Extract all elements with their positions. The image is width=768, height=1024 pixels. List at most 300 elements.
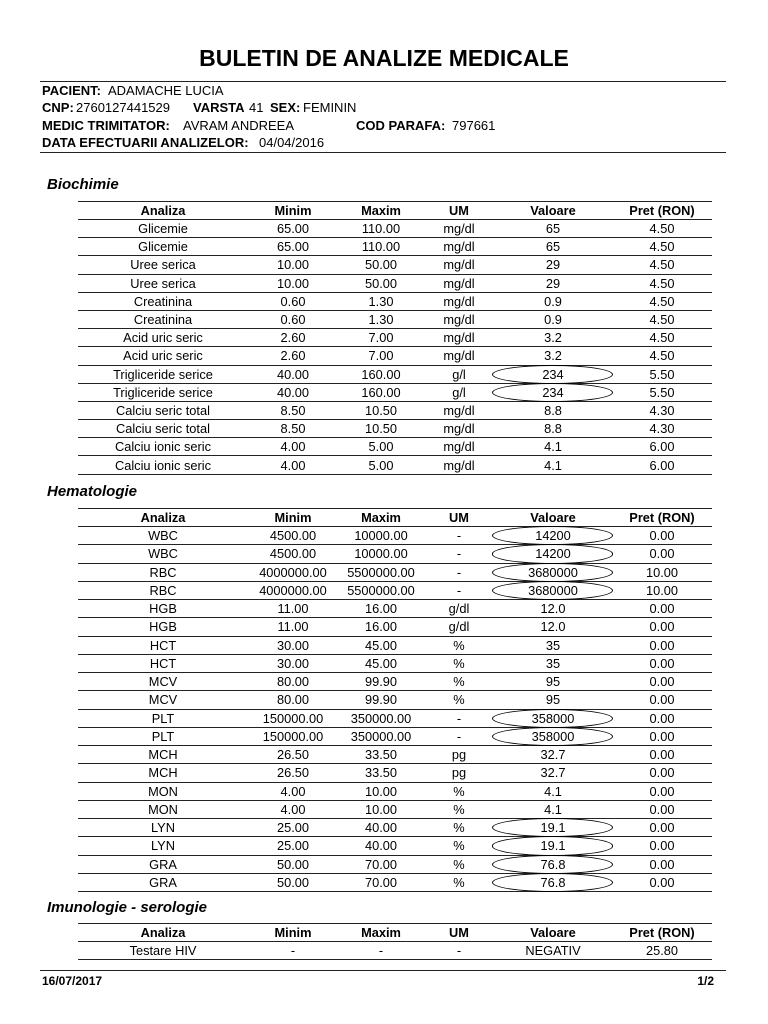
cell-maxim	[338, 402, 424, 419]
cell-valoare-text: 4.1	[544, 801, 562, 817]
cell-maxim	[338, 564, 424, 581]
referring-doctor-value: AVRAM ANDREEA	[183, 118, 295, 133]
cell-analiza	[78, 347, 248, 364]
cell-valoare	[494, 783, 612, 800]
cell-um	[424, 673, 494, 690]
table-row	[78, 402, 712, 420]
cell-minim	[248, 655, 338, 672]
cell-analiza	[78, 764, 248, 781]
cell-maxim-text: 10000.00	[354, 528, 408, 544]
cell-analiza	[78, 311, 248, 328]
cell-minim	[248, 275, 338, 292]
cell-valoare-text: 29	[545, 275, 561, 291]
cell-maxim	[338, 438, 424, 455]
cell-analiza-text: Calciu ionic seric	[114, 439, 211, 455]
cell-um	[424, 837, 494, 854]
cell-minim-text: 11.00	[277, 619, 309, 635]
cell-analiza	[78, 874, 248, 891]
cell-pret-text: 0.00	[649, 838, 675, 854]
cell-analiza	[78, 275, 248, 292]
cell-analiza-text: MCV	[148, 692, 178, 708]
cell-minim	[248, 582, 338, 599]
table-row	[78, 746, 712, 764]
cell-minim-text: 4500.00	[269, 528, 317, 544]
cell-valoare	[494, 618, 612, 635]
table-header	[78, 923, 712, 942]
cell-valoare	[494, 238, 612, 255]
cell-minim	[248, 402, 338, 419]
cell-pret	[612, 801, 712, 818]
cell-analiza-text: LYN	[151, 838, 175, 854]
cell-maxim-text: 16.00	[364, 601, 398, 617]
table-body	[78, 942, 712, 960]
cell-valoare-text: 12.0	[540, 619, 566, 635]
cell-minim-text: 4000000.00	[259, 582, 327, 598]
page-title: BULETIN DE ANALIZE MEDICALE	[199, 45, 569, 71]
header-minim: Minim	[274, 925, 312, 940]
cell-pret	[612, 764, 712, 781]
cell-analiza-text: PLT	[151, 710, 175, 726]
cell-maxim-text: 1.30	[368, 293, 394, 309]
cell-um	[424, 942, 494, 959]
cell-um-text: %	[453, 801, 465, 817]
referring-doctor-label: MEDIC TRIMITATOR:	[42, 118, 170, 133]
cell-minim-text: 26.50	[276, 765, 310, 781]
table-row	[78, 347, 712, 365]
cell-maxim-text: 160.00	[361, 366, 401, 382]
cell-minim-text: 26.50	[276, 747, 310, 763]
cell-minim	[248, 874, 338, 891]
cell-um	[424, 728, 494, 745]
cell-analiza	[78, 545, 248, 562]
cell-analiza	[78, 655, 248, 672]
cell-maxim	[338, 801, 424, 818]
cell-pret	[612, 366, 712, 383]
cell-minim-text: 10.00	[276, 257, 310, 273]
table-header	[78, 508, 712, 527]
cell-pret	[612, 673, 712, 690]
cell-pret-text: 0.00	[649, 820, 675, 836]
cell-valoare	[494, 347, 612, 364]
cell-minim	[248, 545, 338, 562]
cell-analiza-text: WBC	[148, 546, 178, 562]
cell-maxim	[338, 728, 424, 745]
cell-maxim-text: 5500000.00	[347, 564, 415, 580]
cell-maxim	[338, 347, 424, 364]
table-row	[78, 329, 712, 347]
cell-analiza-text: Acid uric seric	[123, 348, 203, 364]
cell-maxim	[338, 456, 424, 473]
cell-analiza	[78, 293, 248, 310]
cell-um-text: mg/dl	[443, 257, 475, 273]
cell-analiza-text: HCT	[149, 655, 177, 671]
cell-valoare-text: 14200	[535, 528, 571, 544]
cell-minim-text: 80.00	[276, 692, 310, 708]
cell-pret	[612, 655, 712, 672]
cell-pret-text: 0.00	[649, 692, 675, 708]
cell-analiza	[78, 942, 248, 959]
cell-pret-text: 4.50	[649, 348, 675, 364]
cell-um	[424, 220, 494, 237]
cell-pret-text: 10.00	[645, 582, 679, 598]
cell-maxim	[338, 582, 424, 599]
cell-minim-text: 0.60	[280, 312, 306, 328]
table-row	[78, 691, 712, 709]
cell-valoare	[494, 764, 612, 781]
cell-pret-text: 4.50	[649, 257, 675, 273]
cell-valoare	[494, 710, 612, 727]
cell-analiza-text: MON	[148, 801, 178, 817]
cell-analiza	[78, 819, 248, 836]
patient-name-value: ADAMACHE LUCIA	[108, 83, 224, 98]
table-body	[78, 527, 712, 892]
cell-valoare	[494, 293, 612, 310]
header-maxim: Maxim	[361, 925, 401, 940]
cell-minim	[248, 238, 338, 255]
cell-minim-text: 30.00	[276, 655, 310, 671]
cell-maxim-text: 350000.00	[350, 710, 412, 726]
table-row	[78, 275, 712, 293]
cell-um	[424, 582, 494, 599]
cell-minim-text: -	[290, 943, 296, 959]
cell-maxim-text: 10.50	[364, 421, 398, 437]
cell-maxim	[338, 874, 424, 891]
cell-minim-text: 150000.00	[262, 728, 324, 744]
cell-pret-text: 6.00	[649, 457, 675, 473]
cell-pret	[612, 347, 712, 364]
cell-maxim	[338, 366, 424, 383]
table-row	[78, 819, 712, 837]
cell-valoare	[494, 402, 612, 419]
cell-um-text: mg/dl	[443, 312, 475, 328]
header-um: UM	[449, 925, 469, 940]
cell-maxim-text: 110.00	[361, 239, 401, 255]
cell-minim	[248, 637, 338, 654]
cell-valoare	[494, 691, 612, 708]
header-analiza: Analiza	[140, 203, 186, 218]
cell-um-text: mg/dl	[443, 421, 475, 437]
cell-pret-text: 6.00	[649, 439, 675, 455]
cell-maxim-text: 160.00	[361, 384, 401, 400]
cell-pret	[612, 856, 712, 873]
cell-analiza-text: Glicemie	[138, 221, 188, 237]
cell-valoare	[494, 220, 612, 237]
cell-analiza-text: LYN	[151, 820, 175, 836]
cell-maxim	[338, 710, 424, 727]
cell-analiza-text: MCH	[148, 765, 178, 781]
cell-um-text: mg/dl	[443, 330, 475, 346]
cell-um-text: mg/dl	[443, 239, 475, 255]
cell-valoare-text: 8.8	[544, 421, 562, 437]
cell-analiza-text: Glicemie	[138, 239, 188, 255]
cell-minim-text: 25.00	[276, 838, 310, 854]
cell-analiza	[78, 220, 248, 237]
header-analiza: Analiza	[140, 925, 186, 940]
header-minim: Minim	[274, 203, 312, 218]
cell-minim-text: 50.00	[276, 874, 310, 890]
cell-um-text: mg/dl	[443, 457, 475, 473]
cell-pret-text: 0.00	[649, 747, 675, 763]
table-hematologie	[78, 508, 712, 892]
cell-minim-text: 25.00	[276, 820, 310, 836]
cell-valoare	[494, 655, 612, 672]
cell-pret	[612, 311, 712, 328]
cell-valoare	[494, 582, 612, 599]
cell-valoare-text: 4.1	[544, 457, 562, 473]
cell-minim-text: 65.00	[276, 221, 310, 237]
cell-valoare-text: 76.8	[540, 874, 566, 890]
cell-minim	[248, 527, 338, 544]
age-label: VARSTA	[193, 100, 245, 115]
cell-maxim-text: 40.00	[364, 838, 398, 854]
cell-pret-text: 0.00	[649, 637, 675, 653]
header-um: UM	[449, 203, 469, 218]
cell-valoare	[494, 819, 612, 836]
cell-valoare-text: 4.1	[544, 783, 562, 799]
header-valoare: Valoare	[530, 203, 576, 218]
cell-maxim-text: 45.00	[364, 637, 398, 653]
cell-analiza-text: MON	[148, 783, 178, 799]
cell-valoare-text: 35	[545, 637, 561, 653]
cell-analiza	[78, 856, 248, 873]
analysis-date-value: 04/04/2016	[259, 135, 325, 150]
cell-valoare-text: 14200	[535, 546, 571, 562]
cell-valoare	[494, 384, 612, 401]
cell-um-text: %	[453, 838, 465, 854]
table-row	[78, 837, 712, 855]
cell-um	[424, 420, 494, 437]
cell-valoare	[494, 456, 612, 473]
cell-maxim	[338, 783, 424, 800]
cell-pret-text: 5.50	[649, 384, 675, 400]
cell-um	[424, 384, 494, 401]
table-row	[78, 438, 712, 456]
cell-maxim-text: 99.90	[364, 692, 398, 708]
table-row	[78, 311, 712, 329]
table-row	[78, 545, 712, 563]
cell-maxim	[338, 420, 424, 437]
table-header	[78, 201, 712, 220]
cell-maxim-text: -	[378, 943, 384, 959]
cell-valoare	[494, 545, 612, 562]
cell-um-text: mg/dl	[443, 293, 475, 309]
cell-minim	[248, 311, 338, 328]
cell-valoare-text: 3680000	[528, 582, 578, 598]
cell-analiza-text: MCH	[148, 747, 178, 763]
cell-maxim-text: 10.50	[364, 402, 398, 418]
cell-valoare	[494, 746, 612, 763]
cell-pret	[612, 384, 712, 401]
cell-pret	[612, 238, 712, 255]
cell-um	[424, 275, 494, 292]
divider-footer	[40, 970, 726, 971]
cell-minim	[248, 801, 338, 818]
cell-minim-text: 11.00	[277, 601, 309, 617]
cell-valoare	[494, 420, 612, 437]
table-row	[78, 856, 712, 874]
cell-maxim-text: 110.00	[361, 221, 401, 237]
cell-pret	[612, 220, 712, 237]
cell-valoare	[494, 856, 612, 873]
cell-minim	[248, 783, 338, 800]
cell-analiza-text: Uree serica	[130, 257, 196, 273]
cell-maxim	[338, 856, 424, 873]
cell-analiza-text: HGB	[149, 619, 177, 635]
cell-um	[424, 801, 494, 818]
cell-minim	[248, 837, 338, 854]
cell-um-text: %	[453, 783, 465, 799]
cell-maxim	[338, 256, 424, 273]
cell-um	[424, 402, 494, 419]
cell-um-text: -	[456, 710, 462, 726]
cell-analiza-text: PLT	[151, 728, 175, 744]
age-value: 41	[249, 100, 264, 115]
cell-pret	[612, 582, 712, 599]
cell-minim-text: 8.50	[280, 402, 306, 418]
cell-pret	[612, 256, 712, 273]
cell-maxim	[338, 238, 424, 255]
cell-um	[424, 874, 494, 891]
cell-analiza-text: Trigliceride serice	[113, 384, 213, 400]
cell-analiza-text: Uree serica	[130, 275, 196, 291]
cell-analiza-text: HCT	[149, 637, 177, 653]
cell-um-text: pg	[451, 747, 467, 763]
cell-pret-text: 4.50	[649, 275, 675, 291]
cell-pret	[612, 637, 712, 654]
cell-maxim-text: 50.00	[364, 257, 398, 273]
cell-pret	[612, 402, 712, 419]
section-title-imunologie: Imunologie - serologie	[47, 899, 208, 916]
cell-pret-text: 0.00	[649, 674, 675, 690]
cell-analiza-text: Trigliceride serice	[113, 366, 213, 382]
cell-pret	[612, 329, 712, 346]
header-valoare: Valoare	[530, 925, 576, 940]
cell-analiza-text: Calciu seric total	[116, 421, 210, 437]
cell-pret	[612, 545, 712, 562]
cell-pret	[612, 456, 712, 473]
table-row	[78, 582, 712, 600]
cell-um-text: mg/dl	[443, 402, 475, 418]
cell-maxim-text: 5.00	[368, 439, 394, 455]
cell-maxim	[338, 691, 424, 708]
cell-pret	[612, 600, 712, 617]
cell-minim	[248, 746, 338, 763]
cell-maxim	[338, 220, 424, 237]
cell-pret-text: 4.30	[649, 402, 675, 418]
cell-maxim-text: 45.00	[364, 655, 398, 671]
cell-analiza-text: GRA	[149, 874, 177, 890]
cell-valoare-text: 65	[545, 239, 561, 255]
cell-minim-text: 2.60	[280, 348, 306, 364]
cell-valoare-text: 358000	[531, 710, 575, 726]
cell-um	[424, 655, 494, 672]
cell-maxim-text: 7.00	[368, 330, 394, 346]
cell-um	[424, 710, 494, 727]
cell-pret-text: 0.00	[649, 528, 675, 544]
cell-analiza	[78, 600, 248, 617]
cell-analiza-text: Calciu ionic seric	[114, 457, 211, 473]
cell-analiza-text: RBC	[149, 582, 177, 598]
cell-valoare	[494, 256, 612, 273]
cell-um	[424, 691, 494, 708]
cell-minim	[248, 347, 338, 364]
table-row	[78, 384, 712, 402]
cell-valoare	[494, 942, 612, 959]
table-row	[78, 456, 712, 474]
cell-minim-text: 80.00	[276, 674, 310, 690]
cell-analiza-text: HGB	[149, 601, 177, 617]
cell-minim-text: 4.00	[280, 457, 306, 473]
cell-analiza	[78, 618, 248, 635]
cell-valoare-text: 234	[542, 384, 564, 400]
cell-pret	[612, 275, 712, 292]
header-um: UM	[449, 510, 469, 525]
cell-valoare	[494, 275, 612, 292]
cell-maxim	[338, 311, 424, 328]
page-number: 1/2	[697, 974, 714, 988]
cell-um	[424, 764, 494, 781]
section-title-biochimie: Biochimie	[47, 176, 119, 193]
cell-pret-text: 0.00	[649, 619, 675, 635]
cell-minim	[248, 728, 338, 745]
sex-value: FEMININ	[303, 100, 357, 115]
cell-pret-text: 0.00	[649, 874, 675, 890]
cell-valoare-text: 35	[545, 655, 561, 671]
cell-minim-text: 8.50	[280, 421, 306, 437]
cell-pret-text: 0.00	[649, 856, 675, 872]
cell-valoare-text: NEGATIV	[525, 943, 581, 959]
cell-um-text: %	[453, 637, 465, 653]
cell-maxim-text: 40.00	[364, 820, 398, 836]
cell-analiza-text: RBC	[149, 564, 177, 580]
cell-um-text: -	[456, 528, 462, 544]
cell-minim	[248, 329, 338, 346]
cell-pret-text: 4.30	[649, 421, 675, 437]
cell-um	[424, 238, 494, 255]
cell-maxim-text: 1.30	[368, 312, 394, 328]
cell-valoare-text: 12.0	[540, 601, 566, 617]
cell-valoare	[494, 837, 612, 854]
patient-name-label: PACIENT:	[42, 83, 101, 98]
cell-maxim-text: 10.00	[364, 801, 398, 817]
cell-maxim	[338, 600, 424, 617]
cell-minim	[248, 856, 338, 873]
cell-maxim	[338, 618, 424, 635]
cell-maxim	[338, 764, 424, 781]
cell-maxim	[338, 545, 424, 562]
header-minim: Minim	[274, 510, 312, 525]
header-pret: Pret (RON)	[629, 510, 695, 525]
cell-valoare-text: 4.1	[544, 439, 562, 455]
cell-um-text: %	[453, 856, 465, 872]
cell-pret-text: 4.50	[649, 330, 675, 346]
cell-minim	[248, 819, 338, 836]
table-row	[78, 256, 712, 274]
cell-um	[424, 293, 494, 310]
cell-valoare-text: 32.7	[540, 765, 566, 781]
cell-um-text: -	[456, 564, 462, 580]
cell-valoare	[494, 637, 612, 654]
cell-maxim-text: 70.00	[364, 874, 398, 890]
cell-pret-text: 0.00	[649, 710, 675, 726]
cell-pret	[612, 691, 712, 708]
cell-um-text: %	[453, 874, 465, 890]
cell-um-text: mg/dl	[443, 221, 475, 237]
table-row	[78, 942, 712, 960]
cell-um-text: mg/dl	[443, 439, 475, 455]
table-row	[78, 293, 712, 311]
cell-analiza-text: Testare HIV	[129, 943, 197, 959]
